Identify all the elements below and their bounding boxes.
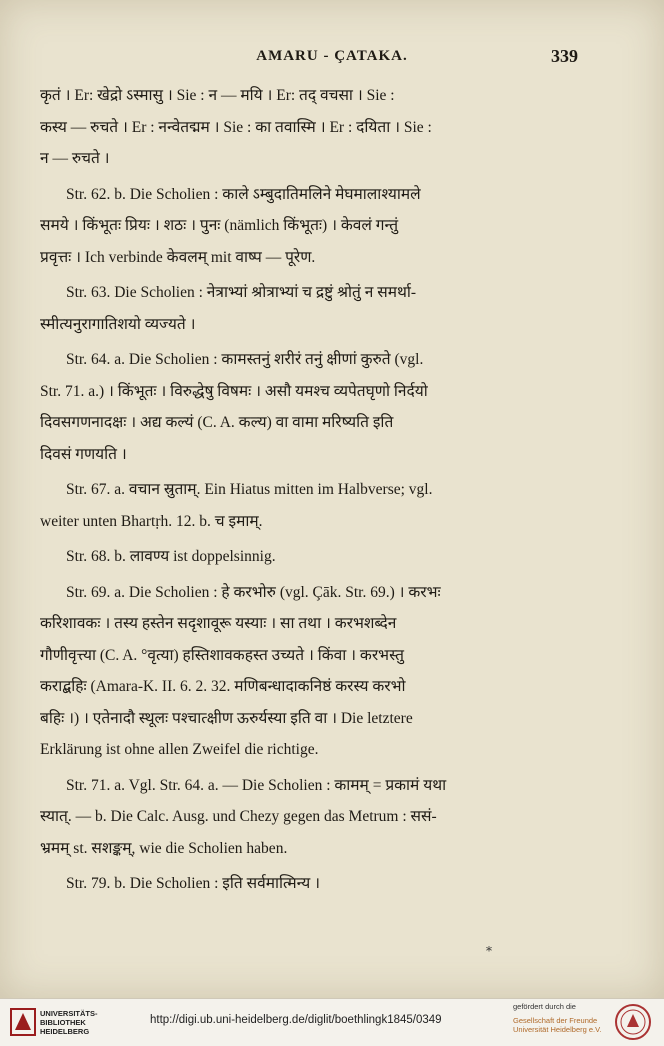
text-line: Str. 71. a. Vgl. Str. 64. a. — Die Scholien : कामम् = प्रकामं यथा bbox=[66, 776, 447, 794]
text-line: प्रवृत्तः । Ich verbinde केवलम् mit वाष्प — पूरेण. bbox=[40, 248, 316, 266]
text-line: Str. 71. a.) । किंभूतः । विरुद्धेषु विषमः । असौ यमश्च व्यपेतघृणो निर्दयो bbox=[40, 382, 428, 400]
page-number: 339 bbox=[551, 46, 578, 66]
library-name-line: HEIDELBERG bbox=[40, 1027, 90, 1036]
text-line: समये । किंभूतः प्रियः । शठः । पुनः (nämlich किंभूतः) । केवलं गन्तुं bbox=[40, 217, 399, 234]
funded-by-text: gefördert durch die bbox=[513, 1002, 576, 1011]
page-header bbox=[0, 44, 664, 74]
text-line: weiter unten Bhartṛh. 12. b. च इमाम्. bbox=[40, 512, 263, 530]
text-line: Str. 69. a. Die Scholien : हे करभोरु (vgl. Çāk. Str. 69.) । करभः bbox=[66, 583, 441, 601]
library-name-line: UNIVERSITÄTS- bbox=[40, 1009, 98, 1018]
library-name-line: BIBLIOTHEK bbox=[40, 1018, 86, 1027]
sponsor-name-line: Universität Heidelberg e.V. bbox=[513, 1025, 602, 1034]
text-line: Str. 64. a. Die Scholien : कामस्तनुं शरीरं तनुं क्षीणां कुरुते (vgl. bbox=[66, 351, 424, 368]
text-line: स्मीत्यनुरागातिशयो व्यज्यते । bbox=[40, 315, 196, 333]
permalink-url[interactable]: http://digi.ub.uni-heidelberg.de/diglit/boethlingk1845/0349 bbox=[150, 1014, 442, 1026]
text-line: Erklärung ist ohne allen Zweifel die richtige. bbox=[40, 741, 319, 758]
bottom-asterisk: * bbox=[486, 944, 492, 958]
text-line: न — रुचते । bbox=[40, 150, 110, 167]
text-line: कृतं । Er: खेद्रो ऽस्मासु । Sie : न — मयि । Er: तद् वचसा । Sie : bbox=[40, 87, 395, 104]
text-line: Str. 67. a. वचान स्रुताम्. Ein Hiatus mitten im Halbverse; vgl. bbox=[66, 481, 433, 498]
text-line: Str. 63. Die Scholien : नेत्राभ्यां श्रोत्राभ्यां च द्रष्टुं श्रोतुं न समर्था- bbox=[66, 284, 417, 301]
text-line: गौणीवृत्त्या (C. A. °वृत्या) हस्तिशावकहस्त उच्यते । किंवा । करभस्तु bbox=[40, 646, 404, 664]
body-text bbox=[40, 80, 585, 900]
library-name bbox=[40, 1009, 98, 1036]
text-line: स्यात्. — b. Die Calc. Ausg. und Chezy gegen das Metrum : ससं- bbox=[40, 808, 437, 825]
university-seal-icon bbox=[614, 1003, 652, 1041]
running-title: AMARU - ÇATAKA. bbox=[256, 48, 408, 64]
sponsor-name-line: Gesellschaft der Freunde bbox=[513, 1016, 598, 1025]
text-line: कस्य — रुचते । Er : नन्वेतद्मम । Sie : का तवास्मि । Er : दयिता । Sie : bbox=[40, 118, 432, 136]
text-line: करिशावकः । तस्य हस्तेन सदृशावूरू यस्याः । सा तथा । करभशब्देन bbox=[40, 615, 397, 632]
text-line: भ्रमम् st. सशङ्कम्, wie die Scholien haben. bbox=[40, 839, 288, 857]
text-line: दिवसं गणयति । bbox=[40, 445, 127, 463]
text-line: Str. 68. b. लावण्य ist doppelsinnig. bbox=[66, 548, 276, 565]
text-line: दिवसगणनादक्षः । अद्य कल्यं (C. A. कल्य) वा वामा मरिष्यति इति bbox=[40, 414, 394, 431]
text-line: बहिः ।) । एतेनादौ स्थूलः पश्चात्क्षीण ऊरुर्यस्या इति वा । Die letztere bbox=[40, 709, 413, 727]
text-line: Str. 62. b. Die Scholien : काले ऽम्बुदातिमलिने मेघमालाश्यामले bbox=[66, 185, 421, 203]
text-line: कराद्बहिः (Amara-K. II. 6. 2. 32. मणिबन्धादाकनिष्ठं करस्य करभो bbox=[40, 678, 406, 695]
viewer-footer bbox=[0, 998, 664, 1046]
library-logo-icon bbox=[10, 1008, 36, 1036]
sponsor-name bbox=[513, 1016, 602, 1034]
text-line: Str. 79. b. Die Scholien : इति सर्वमात्मिन्य । bbox=[66, 875, 320, 892]
